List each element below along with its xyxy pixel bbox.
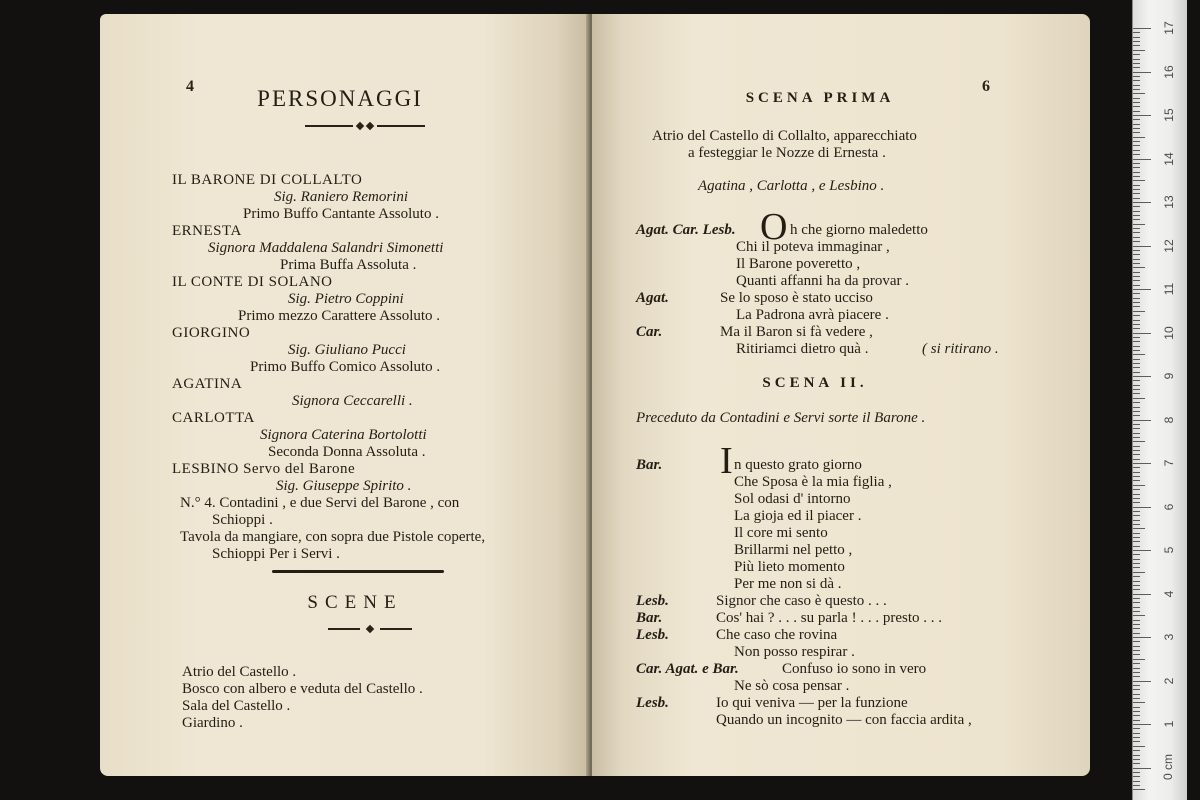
ruler-tick xyxy=(1133,755,1140,756)
ruler-tick xyxy=(1133,215,1140,216)
ruler-tick xyxy=(1133,685,1140,686)
cast-role: IL CONTE DI SOLANO xyxy=(172,274,333,290)
ruler-tick xyxy=(1133,306,1140,307)
ruler-tick xyxy=(1133,63,1140,64)
ruler-tick xyxy=(1133,589,1140,590)
ruler-tick xyxy=(1133,232,1140,233)
scene-list-item: Sala del Castello . xyxy=(182,698,291,714)
verse-line: Il Barone poveretto , xyxy=(736,256,861,272)
ruler-tick xyxy=(1133,354,1145,355)
verse-line: La Padrona avrà piacere . xyxy=(736,307,889,323)
ruler-tick xyxy=(1133,694,1140,695)
scene-list-item: Atrio del Castello . xyxy=(182,664,297,680)
ruler-tick xyxy=(1133,119,1140,120)
ruler-tick xyxy=(1133,150,1140,151)
ruler-tick xyxy=(1133,198,1140,199)
ruler-tick xyxy=(1133,363,1140,364)
ruler-tick xyxy=(1133,663,1140,664)
book-spread xyxy=(100,14,1090,776)
cast-note: Primo Buffo Cantante Assoluto . xyxy=(243,206,439,222)
ruler-tick xyxy=(1133,311,1145,312)
ruler-tick xyxy=(1133,254,1140,255)
ruler-tick xyxy=(1133,211,1140,212)
ruler-tick xyxy=(1133,485,1145,486)
ruler-tick xyxy=(1133,433,1140,434)
cast-note: Primo Buffo Comico Assoluto . xyxy=(250,359,441,375)
extras-line: N.° 4. Contadini , e due Servi del Barone , con xyxy=(180,495,460,511)
ruler-tick xyxy=(1133,668,1140,669)
ruler-tick xyxy=(1133,428,1140,429)
ruler-tick xyxy=(1133,263,1140,264)
ruler-tick xyxy=(1133,154,1140,155)
verse-line: La gioja ed il piacer . xyxy=(734,508,862,524)
cast-role: AGATINA xyxy=(172,376,243,392)
ruler-tick xyxy=(1133,372,1140,373)
cast-note: Primo mezzo Carattere Assoluto . xyxy=(238,308,441,324)
ruler-tick xyxy=(1133,285,1140,286)
speaker-label: Car. xyxy=(636,324,663,340)
ruler-tick xyxy=(1133,702,1145,703)
ruler-number: 3 xyxy=(1162,633,1176,641)
ruler-tick xyxy=(1133,193,1140,194)
verse-line: Io qui veniva — per la funzione xyxy=(716,695,908,711)
ruler-tick xyxy=(1133,633,1140,634)
left-page xyxy=(100,14,590,776)
ruler-tick xyxy=(1133,172,1140,173)
cast-role: ERNESTA xyxy=(172,223,242,239)
ruler-number: 9 xyxy=(1162,372,1176,380)
ruler-tick xyxy=(1133,467,1140,468)
ruler-number: 2 xyxy=(1162,677,1176,684)
ruler-tick xyxy=(1133,98,1140,99)
ruler-tick xyxy=(1133,32,1140,33)
ruler-tick xyxy=(1133,650,1140,651)
ruler-tick xyxy=(1133,502,1140,503)
ruler-tick xyxy=(1133,637,1151,638)
verse-line: Brillarmi nel petto , xyxy=(734,542,853,558)
scene-heading: SCENE xyxy=(307,592,403,613)
ruler-number: 4 xyxy=(1162,590,1176,597)
speaker-label: Lesb. xyxy=(636,627,669,643)
ruler-tick xyxy=(1133,289,1151,290)
ruler-tick xyxy=(1133,54,1140,55)
ruler-tick xyxy=(1133,324,1140,325)
ruler-number: 1 xyxy=(1162,720,1176,728)
cast-actor: Sig. Pietro Coppini xyxy=(288,291,404,307)
ruler-tick xyxy=(1133,785,1140,786)
ruler-tick xyxy=(1133,219,1140,220)
cast-actor: Sig. Giuseppe Spirito . xyxy=(276,478,412,494)
ruler-tick xyxy=(1133,776,1140,777)
ruler-tick xyxy=(1133,111,1140,112)
ruler-tick xyxy=(1133,320,1140,321)
ruler-number: 15 xyxy=(1162,108,1176,122)
speaker-label: Lesb. xyxy=(636,695,669,711)
verse-line: Che caso che rovina xyxy=(716,627,838,643)
ruler-tick xyxy=(1133,441,1145,442)
ruler-number: 16 xyxy=(1162,64,1176,79)
ruler-tick xyxy=(1133,337,1140,338)
verse-line: Ma il Baron si fà vedere , xyxy=(720,324,873,340)
ruler-number: 7 xyxy=(1162,459,1176,467)
ruler-tick xyxy=(1133,720,1140,721)
ruler-tick xyxy=(1133,594,1151,595)
ruler-tick xyxy=(1133,511,1140,512)
speaker-label: Car. Agat. e Bar. xyxy=(636,661,739,677)
title-ornament xyxy=(305,122,425,130)
verse-line: Non posso respirar . xyxy=(734,644,855,660)
ruler-tick xyxy=(1133,346,1140,347)
ruler-number: 5 xyxy=(1162,546,1176,554)
scene1-setting: a festeggiar le Nozze di Ernesta . xyxy=(688,145,886,161)
ruler-tick xyxy=(1133,228,1140,229)
ruler-tick xyxy=(1133,350,1140,351)
ruler-tick xyxy=(1133,520,1140,521)
scene1-title: SCENA PRIMA xyxy=(745,90,895,106)
ruler-tick xyxy=(1133,550,1151,551)
ruler-tick xyxy=(1133,681,1151,682)
ruler-tick xyxy=(1133,180,1145,181)
verse-line: Più lieto momento xyxy=(734,559,845,575)
section-rule xyxy=(272,570,444,573)
ruler-number: 6 xyxy=(1162,503,1176,510)
ruler-tick xyxy=(1133,541,1140,542)
ruler-tick xyxy=(1133,620,1140,621)
ruler-tick xyxy=(1133,293,1140,294)
ruler-tick xyxy=(1133,159,1151,160)
ruler-tick xyxy=(1133,741,1140,742)
scene1-characters: Agatina , Carlotta , e Lesbino . xyxy=(698,178,885,194)
ruler-tick xyxy=(1133,385,1140,386)
ruler-tick xyxy=(1133,763,1140,764)
verse-line: Cos' hai ? . . . su parla ! . . . presto . . . xyxy=(716,610,942,626)
ruler-tick xyxy=(1133,80,1140,81)
ruler-tick xyxy=(1133,185,1140,186)
ruler-tick xyxy=(1133,494,1140,495)
ruler-tick xyxy=(1133,437,1140,438)
ruler-tick xyxy=(1133,415,1140,416)
scene-ornament xyxy=(328,625,412,633)
ruler-tick xyxy=(1133,498,1140,499)
ruler-tick xyxy=(1133,672,1140,673)
ruler-tick xyxy=(1133,463,1151,464)
cast-actor: Sig. Raniero Remorini xyxy=(274,189,409,205)
speaker-label: Bar. xyxy=(636,610,663,626)
ruler-tick xyxy=(1133,141,1140,142)
ruler-tick xyxy=(1133,359,1140,360)
ruler-tick xyxy=(1133,476,1140,477)
ruler-tick xyxy=(1133,563,1140,564)
speaker-label: Agat. xyxy=(636,290,669,306)
ruler-tick xyxy=(1133,250,1140,251)
ruler-tick xyxy=(1133,76,1140,77)
measuring-ruler xyxy=(1132,0,1187,800)
ruler-tick xyxy=(1133,507,1151,508)
extras-line: Schioppi . xyxy=(212,512,273,528)
verse-line: n questo grato giorno xyxy=(734,457,862,473)
ruler-tick xyxy=(1133,411,1140,412)
verse-line: Ritiriamci dietro quà . xyxy=(736,341,869,357)
ruler-tick xyxy=(1133,581,1140,582)
ruler-tick xyxy=(1133,554,1140,555)
ruler-tick xyxy=(1133,611,1140,612)
ruler-tick xyxy=(1133,528,1145,529)
scene-list-item: Bosco con albero e veduta del Castello . xyxy=(182,681,423,697)
ruler-tick xyxy=(1133,515,1140,516)
ruler-tick xyxy=(1133,106,1140,107)
ruler-tick xyxy=(1133,420,1151,421)
ruler-tick xyxy=(1133,707,1140,708)
extras-line: Schioppi Per i Servi . xyxy=(212,546,340,562)
ruler-number: 12 xyxy=(1162,238,1176,253)
speaker-label: Agat. Car. Lesb. xyxy=(636,222,736,238)
ruler-unit-label: 0 cm xyxy=(1161,754,1175,781)
ruler-tick xyxy=(1133,659,1145,660)
ruler-tick xyxy=(1133,298,1140,299)
ruler-tick xyxy=(1133,93,1145,94)
ruler-tick xyxy=(1133,206,1140,207)
ruler-tick xyxy=(1133,259,1140,260)
ruler-tick xyxy=(1133,737,1140,738)
verse-line: Quando un incognito — con faccia ardita , xyxy=(716,712,972,728)
verse-line: Se lo sposo è stato ucciso xyxy=(720,290,873,306)
ruler-tick xyxy=(1133,768,1151,769)
scene2-setting: Preceduto da Contadini e Servi sorte il Barone . xyxy=(636,410,926,426)
ruler-number: 13 xyxy=(1162,195,1176,209)
ruler-tick xyxy=(1133,237,1140,238)
ruler-tick xyxy=(1133,328,1140,329)
ruler-tick xyxy=(1133,624,1140,625)
ruler-tick xyxy=(1133,424,1140,425)
drop-cap: I xyxy=(720,440,733,482)
ruler-tick xyxy=(1133,781,1140,782)
cast-role: CARLOTTA xyxy=(172,410,255,426)
ruler-tick xyxy=(1133,407,1140,408)
ruler-tick xyxy=(1133,89,1140,90)
ruler-tick xyxy=(1133,402,1140,403)
ruler-tick xyxy=(1133,389,1140,390)
ruler-tick xyxy=(1133,41,1140,42)
ruler-tick xyxy=(1133,715,1140,716)
ruler-tick xyxy=(1133,176,1140,177)
ruler-tick xyxy=(1133,567,1140,568)
verse-line: Il core mi sento xyxy=(734,525,828,541)
ruler-tick xyxy=(1133,646,1140,647)
speaker-label: Lesb. xyxy=(636,593,669,609)
ruler-tick xyxy=(1133,280,1140,281)
cast-role: GIORGINO xyxy=(172,325,251,341)
ruler-tick xyxy=(1133,315,1140,316)
ruler-tick xyxy=(1133,598,1140,599)
ruler-tick xyxy=(1133,654,1140,655)
ruler-tick xyxy=(1133,333,1151,334)
ruler-tick xyxy=(1133,145,1140,146)
ruler-tick xyxy=(1133,302,1140,303)
stage-direction: ( si ritirano . xyxy=(922,341,999,357)
ruler-tick xyxy=(1133,628,1140,629)
extras-line: Tavola da mangiare, con sopra due Pistole coperte, xyxy=(180,529,486,545)
scene-list-item: Giardino . xyxy=(182,715,243,731)
cast-actor: Signora Ceccarelli . xyxy=(292,393,413,409)
ruler-tick xyxy=(1133,67,1140,68)
ruler-tick xyxy=(1133,576,1140,577)
cast-actor: Signora Maddalena Salandri Simonetti xyxy=(208,240,444,256)
ruler-tick xyxy=(1133,115,1151,116)
ruler-tick xyxy=(1133,50,1145,51)
ruler-tick xyxy=(1133,537,1140,538)
cast-actor: Signora Caterina Bortolotti xyxy=(260,427,427,443)
ruler-tick xyxy=(1133,224,1145,225)
ruler-tick xyxy=(1133,202,1151,203)
ruler-tick xyxy=(1133,341,1140,342)
left-page-number: 4 xyxy=(186,78,194,95)
ruler-tick xyxy=(1133,72,1151,73)
ruler-tick xyxy=(1133,59,1140,60)
verse-line: Per me non si dà . xyxy=(734,576,842,592)
verse-line: Confuso io sono in vero xyxy=(782,661,927,677)
ruler-number: 17 xyxy=(1162,21,1176,35)
ruler-tick xyxy=(1133,132,1140,133)
ruler-tick xyxy=(1133,85,1140,86)
ruler-tick xyxy=(1133,602,1140,603)
ruler-tick xyxy=(1133,676,1140,677)
ruler-tick xyxy=(1133,698,1140,699)
verse-line: Signor che caso è questo . . . xyxy=(716,593,887,609)
verse-line: Quanti affanni ha da provar . xyxy=(736,273,909,289)
ruler-tick xyxy=(1133,128,1140,129)
ruler-tick xyxy=(1133,585,1140,586)
ruler-tick xyxy=(1133,28,1151,29)
ruler-tick xyxy=(1133,450,1140,451)
cast-role: IL BARONE DI COLLALTO xyxy=(172,172,363,188)
ruler-number: 11 xyxy=(1162,282,1176,296)
ruler-tick xyxy=(1133,241,1140,242)
personaggi-title: PERSONAGGI xyxy=(257,86,423,111)
ruler-tick xyxy=(1133,246,1151,247)
ruler-tick xyxy=(1133,489,1140,490)
cast-note: Seconda Donna Assoluta . xyxy=(268,444,426,460)
ruler-tick xyxy=(1133,759,1140,760)
ruler-number: 8 xyxy=(1162,416,1176,423)
ruler-tick xyxy=(1133,724,1151,725)
ruler-tick xyxy=(1133,45,1140,46)
ruler-tick xyxy=(1133,37,1140,38)
ruler-tick xyxy=(1133,472,1140,473)
ruler-tick xyxy=(1133,137,1145,138)
ruler-number: 10 xyxy=(1162,325,1176,340)
ruler-tick xyxy=(1133,607,1140,608)
ruler-tick xyxy=(1133,367,1140,368)
ruler-tick xyxy=(1133,533,1140,534)
ruler-tick xyxy=(1133,102,1140,103)
cast-note: Prima Buffa Assoluta . xyxy=(280,257,417,273)
ruler-tick xyxy=(1133,398,1145,399)
right-page xyxy=(592,14,1090,776)
ruler-tick xyxy=(1133,459,1140,460)
ruler-tick xyxy=(1133,393,1140,394)
ruler-tick xyxy=(1133,641,1140,642)
ruler-tick xyxy=(1133,750,1140,751)
verse-line: h che giorno maledetto xyxy=(790,222,928,238)
verse-line: Sol odasi d' intorno xyxy=(734,491,851,507)
ruler-number: 14 xyxy=(1162,151,1176,166)
ruler-tick xyxy=(1133,480,1140,481)
ruler-tick xyxy=(1133,733,1140,734)
ruler-tick xyxy=(1133,276,1140,277)
ruler-tick xyxy=(1133,124,1140,125)
drop-cap: O xyxy=(760,206,788,248)
ruler-tick xyxy=(1133,689,1140,690)
cast-role: LESBINO Servo del Barone xyxy=(172,461,356,477)
ruler-tick xyxy=(1133,272,1140,273)
ruler-tick xyxy=(1133,746,1145,747)
ruler-tick xyxy=(1133,446,1140,447)
ruler-tick xyxy=(1133,189,1140,190)
verse-line: Che Sposa è la mia figlia , xyxy=(734,474,892,490)
verse-line: Chi il poteva immaginar , xyxy=(736,239,890,255)
ruler-tick xyxy=(1133,163,1140,164)
speaker-label: Bar. xyxy=(636,457,663,473)
ruler-tick xyxy=(1133,728,1140,729)
scene1-setting: Atrio del Castello di Collalto, apparecchiato xyxy=(652,128,917,144)
ruler-tick xyxy=(1133,559,1140,560)
verse-line: Ne sò cosa pensar . xyxy=(734,678,850,694)
ruler-tick xyxy=(1133,572,1145,573)
ruler-tick xyxy=(1133,376,1151,377)
ruler-tick xyxy=(1133,380,1140,381)
ruler-tick xyxy=(1133,454,1140,455)
ruler-tick xyxy=(1133,167,1140,168)
ruler-tick xyxy=(1133,546,1140,547)
ruler-tick xyxy=(1133,615,1145,616)
right-page-number: 6 xyxy=(982,78,990,95)
scene2-title: SCENA II. xyxy=(762,375,868,391)
ruler-tick xyxy=(1133,267,1145,268)
ruler-tick xyxy=(1133,524,1140,525)
ruler-tick xyxy=(1133,789,1145,790)
ruler-tick xyxy=(1133,711,1140,712)
cast-actor: Sig. Giuliano Pucci xyxy=(288,342,406,358)
ruler-tick xyxy=(1133,772,1140,773)
